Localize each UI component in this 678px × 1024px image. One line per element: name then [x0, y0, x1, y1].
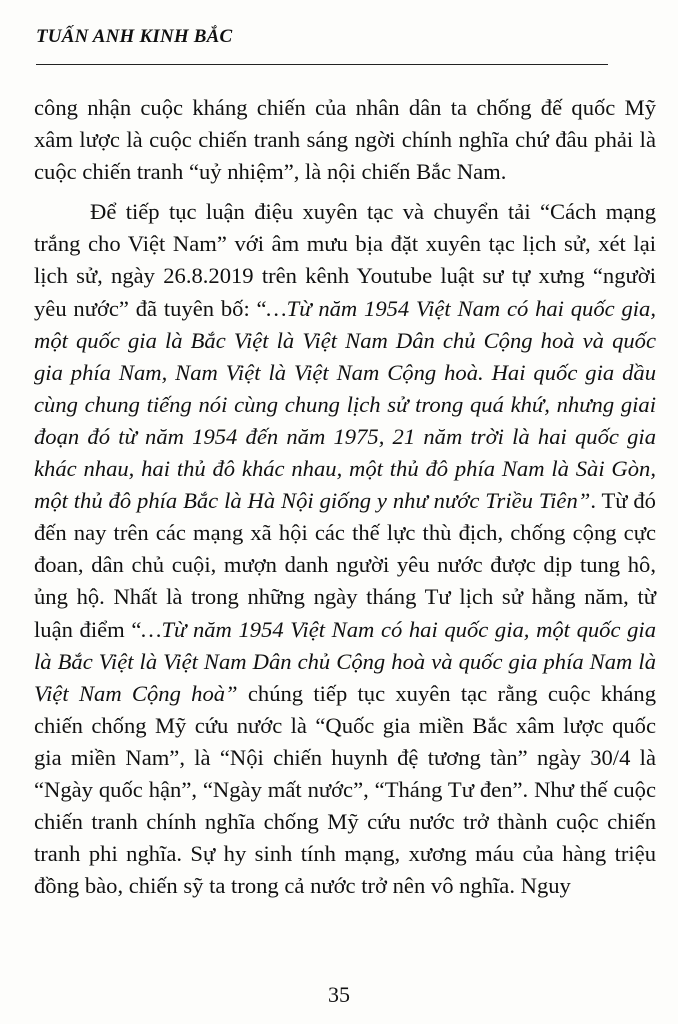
- quotation-italic: …Từ năm 1954 Việt Nam có hai quốc gia, một quốc gia là Bắc Việt là Việt Nam Dân chủ Cộng hoà và quốc gia phía Nam là Việt Nam Cộng hoà”: [34, 616, 656, 706]
- body-text: [34, 92, 656, 902]
- running-header-title: TUẤN ANH KINH BẮC: [36, 26, 233, 47]
- paragraph-text: . Từ đó đến nay trên các mạng xã hội các thế lực thù địch, chống cộng cực đoan, dân chủ cuội, mượn danh người yêu nước được dịp tung hô, ủng hộ. Nhất là trong những ngày tháng Tư lịch sử hằng năm, từ luận điểm “: [34, 488, 656, 642]
- header-divider: [36, 64, 608, 65]
- paragraph-text: công nhận cuộc kháng chiến của nhân dân ta chống đế quốc Mỹ xâm lược là cuộc chiến tranh sáng ngời chính nghĩa chứ đâu phải là cuộc chiến tranh “uỷ nhiệm”, là nội chiến Bắc Nam.: [34, 95, 656, 185]
- paragraph: [34, 196, 656, 902]
- paragraph-continued: [34, 92, 656, 188]
- quotation-italic: …Từ năm 1954 Việt Nam có hai quốc gia, một quốc gia là Bắc Việt là Việt Nam Dân chủ Cộng hoà và quốc gia phía Nam, Nam Việt là Việt Nam Cộng hoà. Hai quốc gia dầu cùng chung tiếng nói cùng chung lịch sử trong quá khứ, nhưng giai đoạn đó từ năm 1954 đến năm 1975, 21 năm trời là hai quốc gia khác nhau, hai thủ đô khác nhau, một thủ đô phía Nam là Sài Gòn, một thủ đô phía Bắc là Hà Nội giống y như nước Triều Tiên”: [34, 295, 656, 514]
- page-number: 35: [328, 982, 350, 1007]
- paragraph-text: Để tiếp tục luận điệu xuyên tạc và chuyển tải “Cách mạng trắng cho Việt Nam” với âm mưu bịa đặt xuyên tạc lịch sử, xét lại lịch sử, ngày 26.8.2019 trên kênh Youtube luật sư tự xưng “người yêu nước” đã tuyên bố: “: [34, 199, 656, 321]
- paragraph-text: chúng tiếp tục xuyên tạc rằng cuộc kháng chiến chống Mỹ cứu nước là “Quốc gia miền Bắc xâm lược quốc gia miền Nam”, là “Nội chiến huynh đệ tương tàn” ngày 30/4 là “Ngày quốc hận”, “Ngày mất nước”, “Tháng Tư đen”. Như thế cuộc chiến tranh chính nghĩa chống Mỹ cứu nước trở thành cuộc chiến tranh phi nghĩa. Sự hy sinh tính mạng, xương máu của hàng triệu đồng bào, chiến sỹ ta trong cả nước trở nên vô nghĩa. Nguy: [34, 680, 656, 899]
